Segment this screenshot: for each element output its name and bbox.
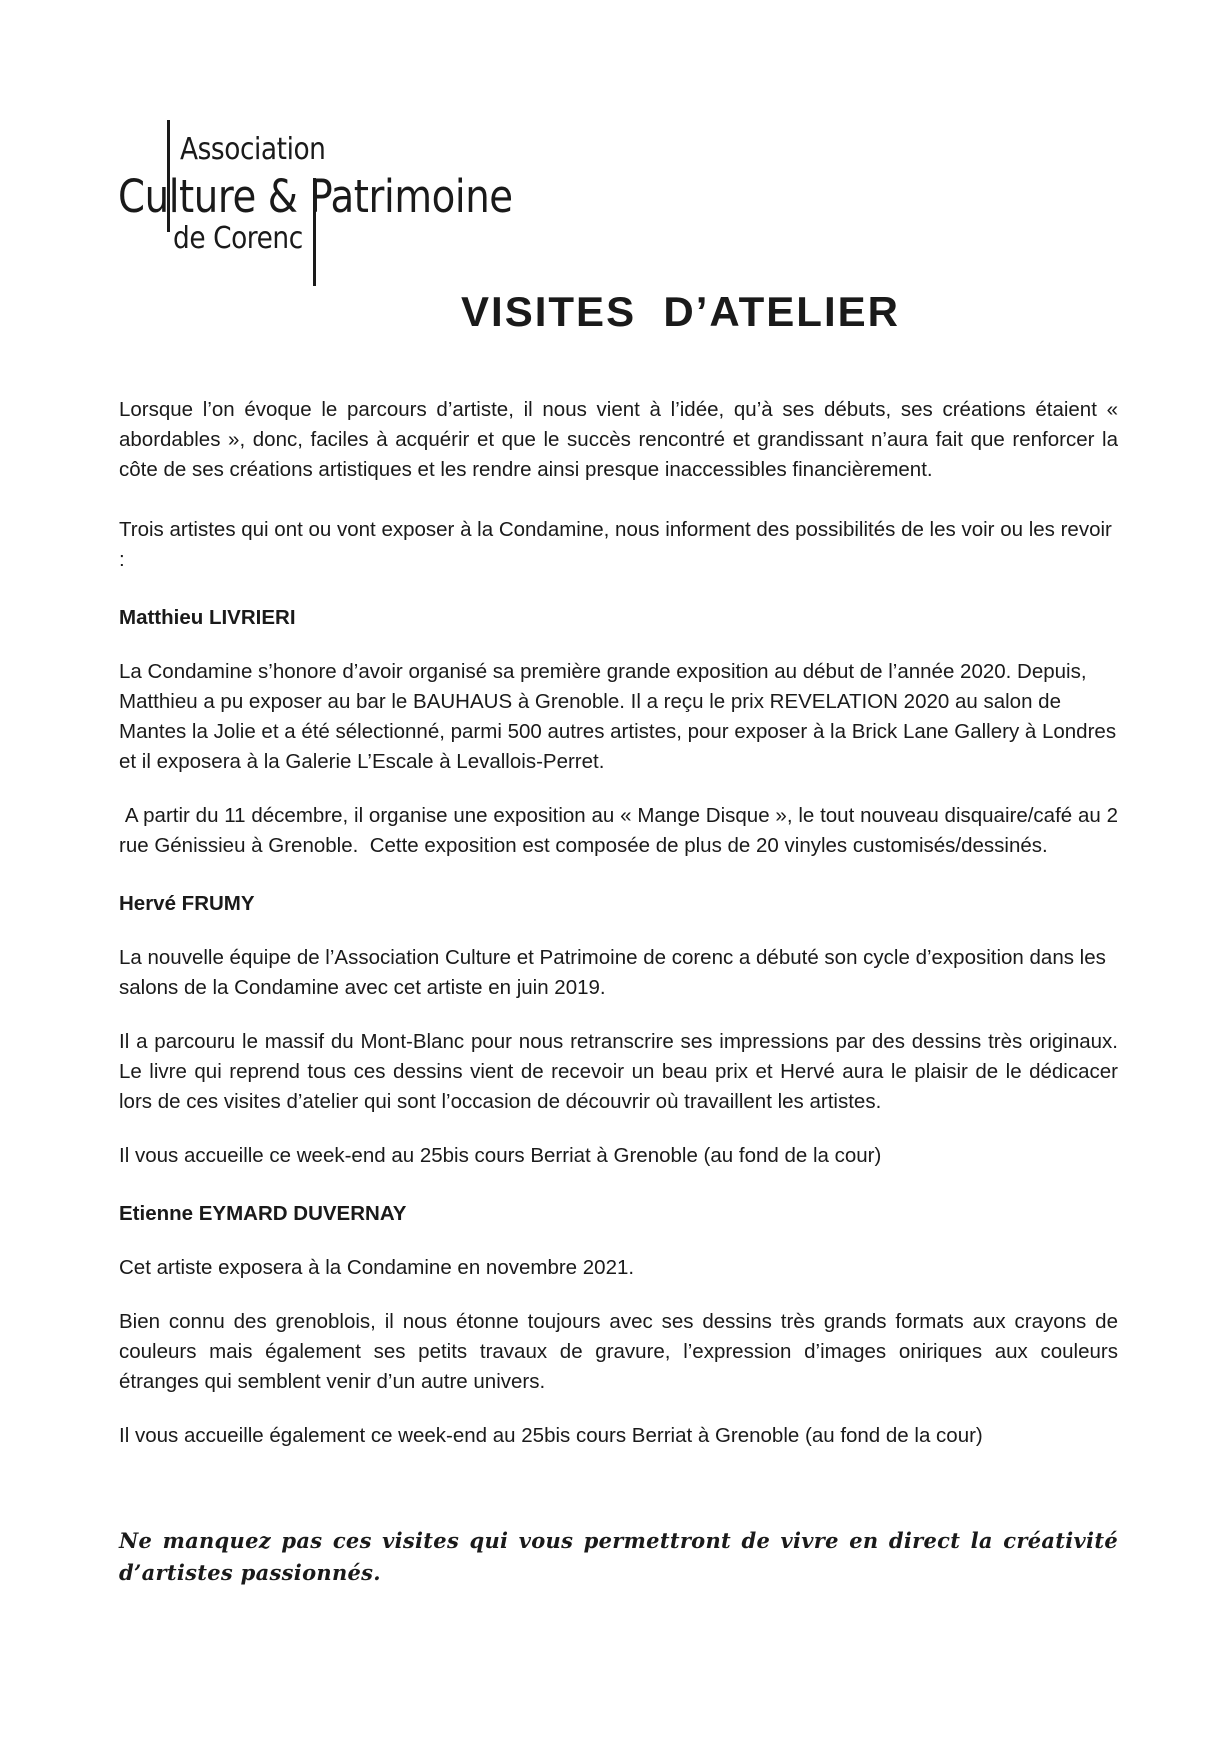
artist-name-livrieri: Matthieu LIVRIERI xyxy=(119,606,296,629)
logo-line-association: Association xyxy=(180,132,326,167)
logo-line-culture-patrimoine: Culture & Patrimoine xyxy=(118,170,513,223)
artist-name-eymard-duvernay: Etienne EYMARD DUVERNAY xyxy=(119,1202,407,1225)
association-logo xyxy=(118,118,518,288)
intro-paragraph-2: Trois artistes qui ont ou vont exposer à la Condamine, nous informent des possibilités de les voir ou les revoir : xyxy=(119,518,1112,571)
artist-paragraph: A partir du 11 décembre, il organise une exposition au « Mange Disque », le tout nouveau disquaire/café au 2 rue Génissieu à Grenoble. Cette exposition est composée de plus de 20 vinyles customisés/dessinés. xyxy=(119,804,1124,857)
artist-name-frumy: Hervé FRUMY xyxy=(119,892,255,915)
intro-paragraph-1: Lorsque l’on évoque le parcours d’artiste, il nous vient à l’idée, qu’à ses débuts, ses créations étaient « abordables », donc, faciles à acquérir et que le succès rencontré et grandissant n’aura fait que renforcer la côte de ses créations artistiques et les rendre ainsi presque inaccessibles financièrement. xyxy=(119,398,1118,481)
document-body xyxy=(119,395,1124,1451)
page-title: VISITES D’ATELIER xyxy=(461,288,900,335)
artist-paragraph: La Condamine s’honore d’avoir organisé sa première grande exposition au début de l’année 2020. Depuis, Matthieu a pu exposer au bar le BAUHAUS à Grenoble. Il a reçu le prix REVELATION 2020 au salon de Mantes la Jolie et a été sélectionné, parmi 500 autres artistes, pour exposer à la Brick Lane Gallery à Londres et il exposera à la Galerie L’Escale à Levallois-Perret. xyxy=(119,660,1117,773)
closing-statement: Ne manquez pas ces visites qui vous permettront de vivre en direct la créativité d’artistes passionnés. xyxy=(119,1528,1118,1585)
artist-paragraph: Bien connu des grenoblois, il nous étonne toujours avec ses dessins très grands formats aux crayons de couleurs mais également ses petits travaux de gravure, l’expression d’images oniriques aux couleurs étranges qui semblent venir d’un autre univers. xyxy=(119,1310,1118,1393)
artist-paragraph: Il a parcouru le massif du Mont-Blanc pour nous retranscrire ses impressions par des dessins très originaux. Le livre qui reprend tous ces dessins vient de recevoir un beau prix et Hervé aura le plaisir de le dédicacer lors de ces visites d’atelier qui sont l’occasion de découvrir où travaillent les artistes. xyxy=(119,1030,1118,1113)
logo-line-de-corenc: de Corenc xyxy=(173,221,303,256)
artist-paragraph: La nouvelle équipe de l’Association Culture et Patrimoine de corenc a débuté son cycle d’exposition dans les salons de la Condamine avec cet artiste en juin 2019. xyxy=(119,946,1106,999)
artist-paragraph: Cet artiste exposera à la Condamine en novembre 2021. xyxy=(119,1256,635,1279)
artist-paragraph: Il vous accueille également ce week-end au 25bis cours Berriat à Grenoble (au fond de la cour) xyxy=(119,1424,983,1447)
artist-paragraph: Il vous accueille ce week-end au 25bis cours Berriat à Grenoble (au fond de la cour) xyxy=(119,1144,882,1167)
